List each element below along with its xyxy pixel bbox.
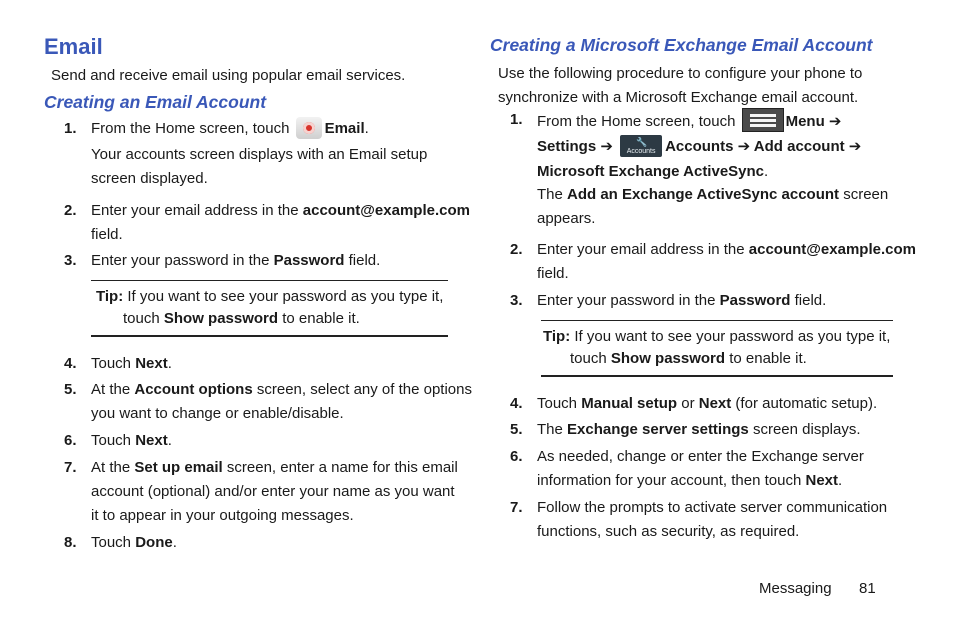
step-3-text <box>537 289 826 313</box>
bold-term: Accounts <box>665 138 734 155</box>
step-number: 7. <box>510 499 523 516</box>
text-run: Touch <box>91 432 136 449</box>
step-4-text <box>537 392 877 416</box>
email-intro: Send and receive email using popular email services. <box>51 67 406 84</box>
step-number: 2. <box>64 202 77 219</box>
text-line <box>91 504 458 528</box>
text-line <box>91 167 427 191</box>
bold-term: account@example.com <box>748 241 916 258</box>
step-number: 7. <box>64 459 77 476</box>
email-app-icon <box>296 117 322 139</box>
step-1-result-text <box>91 143 427 191</box>
section-heading-exchange: Creating a Microsoft Exchange Email Account <box>490 35 873 55</box>
step-7-text <box>91 456 458 528</box>
bold-term: Next <box>135 432 168 449</box>
text-run: At the <box>91 381 135 398</box>
text-line <box>91 117 369 141</box>
text-line <box>537 445 864 469</box>
text-line <box>91 223 470 247</box>
step-number: 8. <box>64 534 77 551</box>
text-run: field. <box>344 252 381 269</box>
step-number: 4. <box>510 395 523 412</box>
bold-term: account@example.com <box>302 202 470 219</box>
step-6-text <box>537 445 864 493</box>
bold-term: Add an Exchange ActiveSync account <box>567 186 840 203</box>
step-number: 4. <box>64 355 77 372</box>
step-2-text <box>91 199 470 247</box>
text-line <box>537 207 888 231</box>
text-run: field. <box>91 226 123 243</box>
text-line <box>537 262 916 286</box>
step-number: 6. <box>510 448 523 465</box>
exchange-intro-line: synchronize with a Microsoft Exchange email account. <box>498 89 859 106</box>
text-run: touch <box>123 310 164 327</box>
step-7-text <box>537 496 887 544</box>
bold-term: Next <box>135 355 168 372</box>
text-run: (for automatic setup). <box>731 395 878 412</box>
bold-term: ➔ <box>824 113 842 130</box>
tip-box <box>541 320 893 377</box>
tip-box <box>91 280 448 337</box>
text-run: functions, such as security, as required. <box>537 523 800 540</box>
bold-term: Menu <box>785 113 825 130</box>
text-run: . <box>172 534 177 551</box>
step-8-text <box>91 531 177 555</box>
text-line <box>91 456 458 480</box>
text-line <box>91 143 427 167</box>
bold-term: Password <box>273 252 345 269</box>
bold-term: Tip: <box>543 328 571 345</box>
bold-term: ➔ <box>596 138 618 155</box>
step-3-text <box>91 249 380 273</box>
text-line <box>543 326 890 348</box>
text-run: it to appear in your outgoing messages. <box>91 507 354 524</box>
step-1-text <box>537 108 861 184</box>
bold-term: ➔ <box>733 138 754 155</box>
text-line <box>91 378 472 402</box>
footer-section-name: Messaging <box>759 580 832 597</box>
step-4-text <box>91 352 172 376</box>
text-run: information for your account, then touch <box>537 472 806 489</box>
step-2-text <box>537 238 916 286</box>
text-run: From the Home screen, touch <box>537 113 740 130</box>
text-run: Touch <box>537 395 582 412</box>
text-run: Your accounts screen displays with an Email setup <box>91 146 428 163</box>
text-run: . <box>167 432 172 449</box>
step-number: 2. <box>510 241 523 258</box>
bold-term: Done <box>135 534 173 551</box>
step-5-text <box>537 418 861 442</box>
tip-text <box>96 286 443 330</box>
text-run: appears. <box>537 210 596 227</box>
step-number: 5. <box>510 421 523 438</box>
text-run: you want to change or enable/disable. <box>91 405 344 422</box>
bold-term: Manual setup <box>581 395 678 412</box>
exchange-intro-line: Use the following procedure to configure your phone to <box>498 65 863 82</box>
text-line <box>91 531 177 555</box>
menu-icon <box>742 108 784 132</box>
page-title: Email <box>44 34 103 59</box>
bold-term: Next <box>805 472 838 489</box>
wrench-icon: 🔧 <box>636 137 648 147</box>
text-run: The <box>537 421 568 438</box>
text-run: field. <box>537 265 569 282</box>
text-run: If you want to see your password as you type it, <box>570 328 891 345</box>
text-line <box>91 480 458 504</box>
accounts-icon-label: Accounts <box>626 148 656 155</box>
text-run: Enter your email address in the <box>91 202 303 219</box>
text-line <box>537 159 861 184</box>
text-run: touch <box>570 350 611 367</box>
text-run: From the Home screen, touch <box>91 120 294 137</box>
step-5-text <box>91 378 472 426</box>
text-run: to enable it. <box>725 350 807 367</box>
text-run: As needed, change or enter the Exchange server <box>537 448 864 465</box>
bold-term: Settings <box>537 138 597 155</box>
text-line <box>91 352 172 376</box>
text-run: field. <box>790 292 827 309</box>
accounts-icon <box>620 135 662 157</box>
text-run: Enter your email address in the <box>537 241 749 258</box>
step-1-text <box>91 117 369 141</box>
text-line <box>96 286 443 308</box>
text-run: . <box>838 472 843 489</box>
step-number: 1. <box>64 120 77 137</box>
section-heading-create-email: Creating an Email Account <box>44 92 267 112</box>
text-line <box>91 429 172 453</box>
bold-term: Microsoft Exchange ActiveSync <box>537 163 765 180</box>
text-run: screen displays. <box>748 421 861 438</box>
text-run: The <box>537 186 568 203</box>
text-line <box>537 134 861 159</box>
text-run: screen, select any of the options <box>252 381 472 398</box>
text-line <box>537 238 916 262</box>
text-line <box>91 402 472 426</box>
bold-term: Exchange server settings <box>567 421 749 438</box>
text-line <box>537 496 887 520</box>
text-run: If you want to see your password as you type it, <box>123 288 444 305</box>
text-line <box>96 308 443 330</box>
bold-term: Show password <box>610 350 726 367</box>
text-run: to enable it. <box>278 310 360 327</box>
step-number: 6. <box>64 432 77 449</box>
step-6-text <box>91 429 172 453</box>
text-line <box>537 108 861 134</box>
bold-term: Password <box>719 292 791 309</box>
step-1-result-text <box>537 183 888 231</box>
text-line <box>91 249 380 273</box>
text-line <box>537 183 888 207</box>
text-run: screen displayed. <box>91 170 208 187</box>
text-run: Enter your password in the <box>91 252 274 269</box>
text-line <box>543 348 890 370</box>
text-line <box>537 520 887 544</box>
bold-term: Email <box>324 120 365 137</box>
text-line <box>537 469 864 493</box>
text-run: . <box>364 120 369 137</box>
text-run: At the <box>91 459 135 476</box>
step-number: 1. <box>510 111 523 128</box>
footer-page-number: 81 <box>859 580 876 597</box>
text-line <box>91 199 470 223</box>
bold-term: Tip: <box>96 288 124 305</box>
text-run: Touch <box>91 534 136 551</box>
bold-term: ➔ <box>844 138 862 155</box>
text-run: Enter your password in the <box>537 292 720 309</box>
bold-term: Next <box>698 395 732 412</box>
exchange-intro <box>498 62 862 110</box>
text-line <box>537 392 877 416</box>
text-run: account (optional) and/or enter your name as you want <box>91 483 455 500</box>
step-number: 3. <box>64 252 77 269</box>
text-line <box>537 289 826 313</box>
text-run: Touch <box>91 355 136 372</box>
bold-term: Set up email <box>134 459 223 476</box>
bold-term: Show password <box>163 310 279 327</box>
step-number: 5. <box>64 381 77 398</box>
text-line <box>537 418 861 442</box>
text-run: or <box>677 395 699 412</box>
bold-term: Add account <box>753 138 845 155</box>
text-run: . <box>167 355 172 372</box>
text-run: Follow the prompts to activate server communication <box>537 499 888 516</box>
text-run: screen, enter a name for this email <box>222 459 458 476</box>
bold-term: Account options <box>134 381 253 398</box>
text-run: screen <box>839 186 889 203</box>
text-run: . <box>764 163 769 180</box>
step-number: 3. <box>510 292 523 309</box>
tip-text <box>543 326 890 370</box>
